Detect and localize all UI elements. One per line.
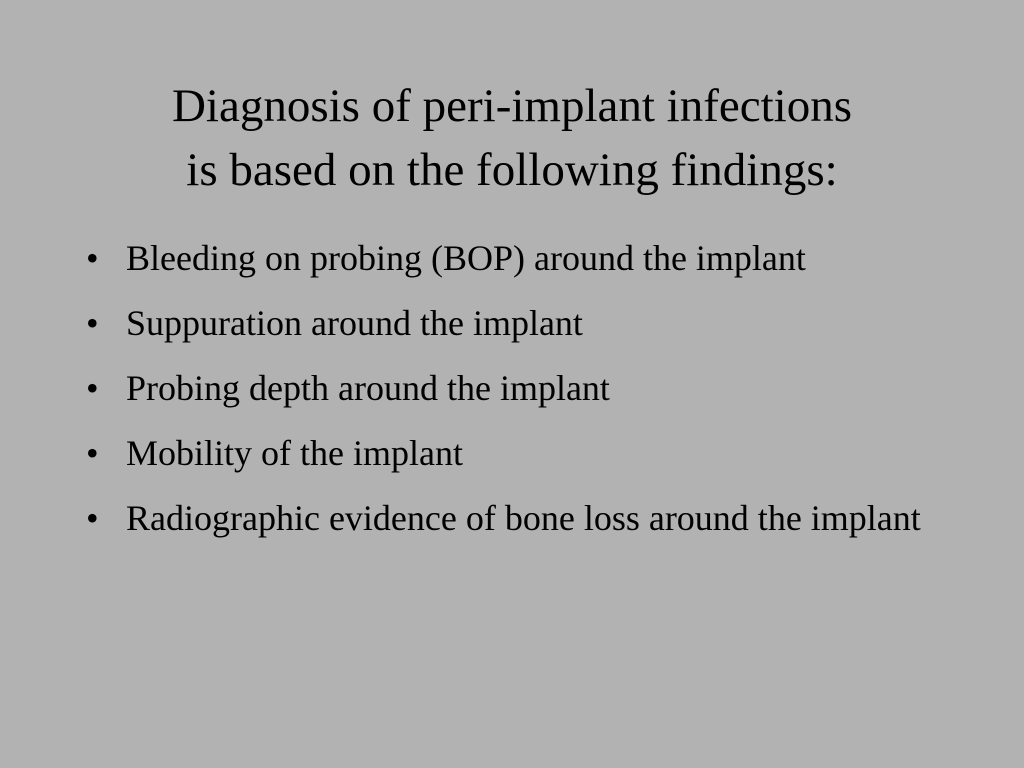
bullet-item-suppuration — [86, 298, 936, 348]
bullet-text: Mobility of the implant — [126, 433, 463, 473]
bullet-dot-icon: • — [86, 238, 99, 278]
bullet-dot-icon: • — [86, 368, 99, 408]
bullet-item-bleeding-on-probing — [86, 233, 936, 283]
bullet-text: Suppuration around the implant — [126, 303, 583, 343]
bullet-item-mobility — [86, 428, 936, 478]
bullet-text: Probing depth around the implant — [126, 368, 610, 408]
bullet-item-probing-depth — [86, 363, 936, 413]
bullet-text: Bleeding on probing (BOP) around the implant — [126, 238, 806, 278]
bullet-dot-icon: • — [86, 303, 99, 343]
slide-title-line-2: is based on the following findings: — [186, 144, 838, 196]
slide-title-line-1: Diagnosis of peri-implant infections — [171, 80, 853, 132]
bullet-text: Radiographic evidence of bone loss around the implant — [126, 498, 921, 538]
slide-title — [60, 74, 964, 202]
bullet-list — [86, 233, 936, 558]
bullet-dot-icon: • — [86, 498, 99, 538]
bullet-dot-icon: • — [86, 433, 99, 473]
bullet-item-radiographic-evidence — [86, 493, 936, 543]
